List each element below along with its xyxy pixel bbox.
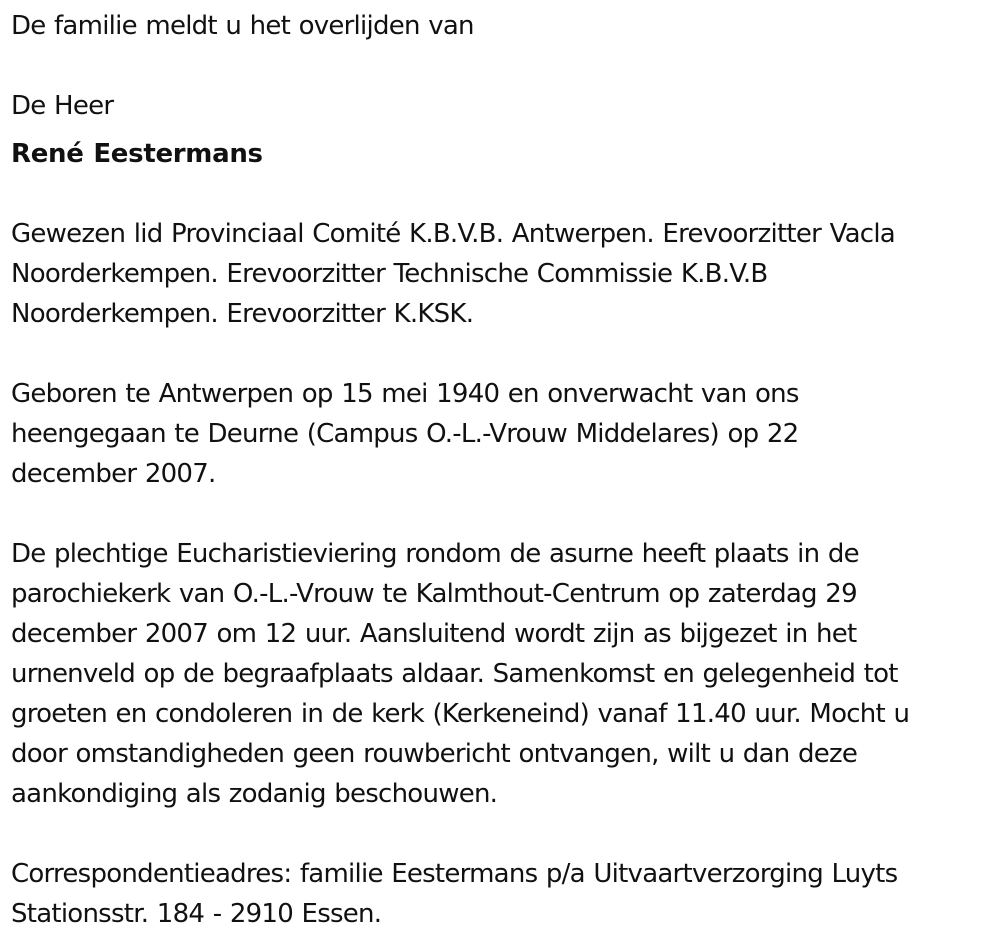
text-line: Gewezen lid Provinciaal Comité K.B.V.B. Antwerpen. Erevoorzitter Vacla [11, 219, 895, 249]
text-line: parochiekerk van O.-L.-Vrouw te Kalmthout-Centrum op zaterdag 29 [11, 579, 857, 609]
death-announcement [11, 6, 991, 934]
deceased-name: René Eestermans [11, 139, 263, 169]
correspondence-paragraph [11, 854, 991, 934]
text-line: december 2007 om 12 uur. Aansluitend wordt zijn as bijgezet in het [11, 619, 857, 649]
text-line: urnenveld op de begraafplaats aldaar. Samenkomst en gelegenheid tot [11, 659, 898, 689]
text-line: heengegaan te Deurne (Campus O.-L.-Vrouw Middelares) op 22 [11, 419, 799, 449]
text-line: december 2007. [11, 459, 216, 489]
text-line: Noorderkempen. Erevoorzitter Technische Commissie K.B.V.B [11, 259, 768, 289]
honorific-title: De Heer [11, 91, 114, 121]
functions-paragraph [11, 214, 991, 334]
intro-text: De familie meldt u het overlijden van [11, 11, 474, 41]
text-line: aankondiging als zodanig beschouwen. [11, 779, 498, 809]
text-line: Geboren te Antwerpen op 15 mei 1940 en onverwacht van ons [11, 379, 799, 409]
text-line: door omstandigheden geen rouwbericht ontvangen, wilt u dan deze [11, 739, 858, 769]
text-line: Stationsstr. 184 - 2910 Essen. [11, 899, 382, 929]
text-line: groeten en condoleren in de kerk (Kerkeneind) vanaf 11.40 uur. Mocht u [11, 699, 910, 729]
text-line: De plechtige Eucharistieviering rondom de asurne heeft plaats in de [11, 539, 859, 569]
text-line: Noorderkempen. Erevoorzitter K.KSK. [11, 299, 474, 329]
birth-death-paragraph [11, 374, 991, 494]
ceremony-paragraph [11, 534, 991, 814]
text-line: Correspondentieadres: familie Eestermans p/a Uitvaartverzorging Luyts [11, 859, 898, 889]
